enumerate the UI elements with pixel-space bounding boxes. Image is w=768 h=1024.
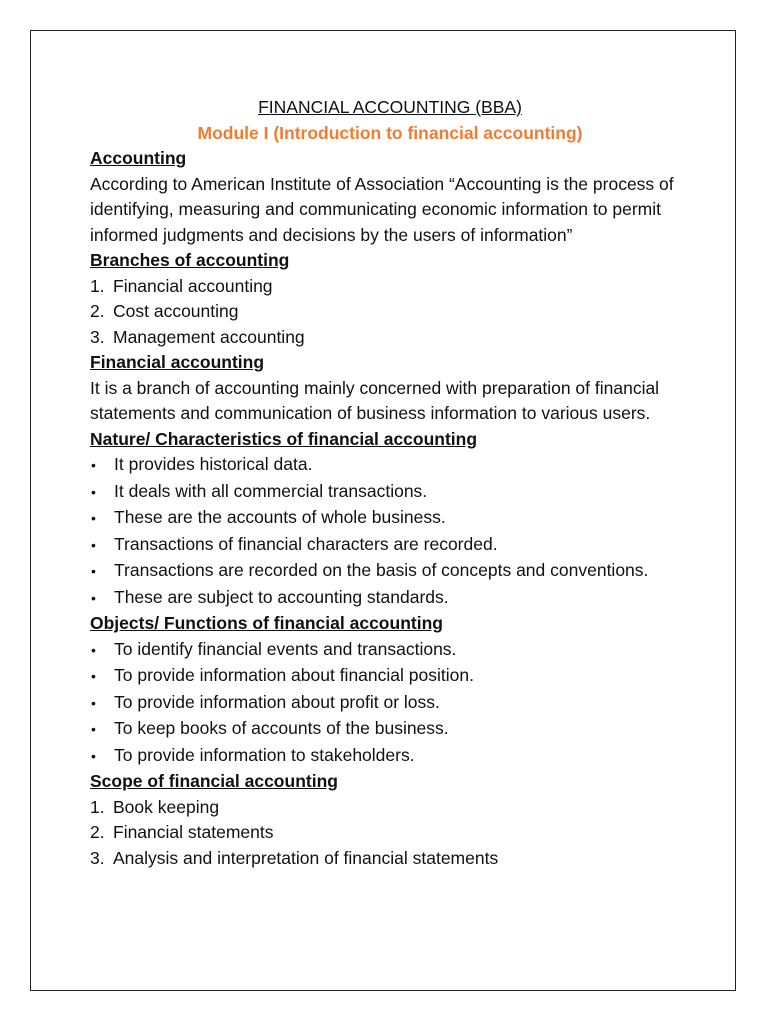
list-number: 3. bbox=[90, 326, 105, 347]
list-item bbox=[90, 820, 690, 846]
list-item-text: Management accounting bbox=[113, 326, 305, 347]
list-item-text: Financial accounting bbox=[113, 275, 273, 296]
list-item-text: To provide information about profit or loss. bbox=[114, 691, 440, 712]
list-item bbox=[90, 716, 690, 743]
list-number: 3. bbox=[90, 847, 105, 868]
bullet-icon: • bbox=[91, 694, 96, 711]
bullet-icon: • bbox=[91, 747, 96, 764]
list-item bbox=[90, 585, 690, 612]
list-item-text: Transactions of financial characters are recorded. bbox=[114, 533, 498, 554]
list-item bbox=[90, 558, 690, 585]
section-financial-accounting bbox=[90, 350, 690, 427]
list-item bbox=[90, 795, 690, 821]
bullet-icon: • bbox=[91, 589, 96, 606]
heading-scope: Scope of financial accounting bbox=[90, 771, 338, 791]
list-number: 1. bbox=[90, 275, 105, 296]
document-title: FINANCIAL ACCOUNTING (BBA) bbox=[258, 97, 522, 117]
financial-accounting-definition: It is a branch of accounting mainly concerned with preparation of financial statements and communication of business information to various users. bbox=[90, 377, 660, 423]
list-item bbox=[90, 299, 690, 325]
list-item-text: Book keeping bbox=[113, 796, 220, 817]
heading-accounting: Accounting bbox=[90, 148, 187, 168]
list-number: 2. bbox=[90, 301, 105, 321]
section-nature bbox=[90, 427, 690, 612]
list-item-text: To identify financial events and transactions. bbox=[114, 638, 457, 659]
list-item bbox=[90, 846, 690, 872]
bullet-icon: • bbox=[91, 721, 96, 737]
heading-nature: Nature/ Characteristics of financial accounting bbox=[90, 428, 478, 449]
bullet-icon: • bbox=[91, 563, 96, 579]
list-item-text: To provide information to stakeholders. bbox=[114, 744, 415, 765]
heading-branches: Branches of accounting bbox=[90, 250, 290, 270]
heading-objects: Objects/ Functions of financial accounting bbox=[90, 613, 443, 633]
bullet-icon: • bbox=[91, 510, 96, 526]
nature-list bbox=[90, 452, 690, 611]
list-item bbox=[90, 637, 690, 664]
list-item bbox=[90, 690, 690, 717]
section-branches bbox=[90, 248, 690, 350]
list-item-text: Transactions are recorded on the basis of concepts and conventions. bbox=[114, 560, 649, 580]
bullet-icon: • bbox=[91, 483, 96, 500]
list-item-text: To provide information about financial position. bbox=[114, 665, 474, 685]
list-item bbox=[90, 743, 690, 770]
list-item bbox=[90, 479, 690, 506]
section-objects bbox=[90, 611, 690, 769]
list-item bbox=[90, 663, 690, 690]
list-item-text: Analysis and interpretation of financial statements bbox=[113, 847, 499, 868]
list-item-text: To keep books of accounts of the business. bbox=[114, 718, 449, 738]
list-item bbox=[90, 452, 690, 479]
list-item-text: It provides historical data. bbox=[114, 454, 313, 474]
section-accounting bbox=[90, 146, 690, 248]
list-item bbox=[90, 505, 690, 532]
list-item-text: It deals with all commercial transactions. bbox=[114, 480, 428, 501]
scope-list bbox=[90, 795, 690, 872]
bullet-icon: • bbox=[91, 641, 96, 658]
objects-list bbox=[90, 637, 690, 770]
heading-financial-accounting: Financial accounting bbox=[90, 352, 265, 372]
list-item-text: These are the accounts of whole business. bbox=[114, 507, 446, 527]
list-number: 1. bbox=[90, 796, 105, 817]
list-item-text: Cost accounting bbox=[113, 301, 239, 321]
list-item bbox=[90, 274, 690, 300]
list-number: 2. bbox=[90, 822, 105, 842]
bullet-icon: • bbox=[91, 668, 96, 684]
bullet-icon: • bbox=[91, 536, 96, 553]
accounting-definition: According to American Institute of Association “Accounting is the process of identifying, measuring and communicating economic information to permit informed judgments and decisions by the users of information” bbox=[90, 173, 674, 245]
list-item bbox=[90, 532, 690, 559]
section-scope bbox=[90, 769, 690, 871]
document-body bbox=[90, 94, 690, 871]
list-item-text: These are subject to accounting standards. bbox=[114, 586, 449, 607]
list-item-text: Financial statements bbox=[113, 822, 274, 842]
branches-list bbox=[90, 274, 690, 351]
list-item bbox=[90, 325, 690, 351]
module-subtitle: Module I (Introduction to financial accounting) bbox=[197, 123, 583, 143]
bullet-icon: • bbox=[91, 457, 96, 473]
